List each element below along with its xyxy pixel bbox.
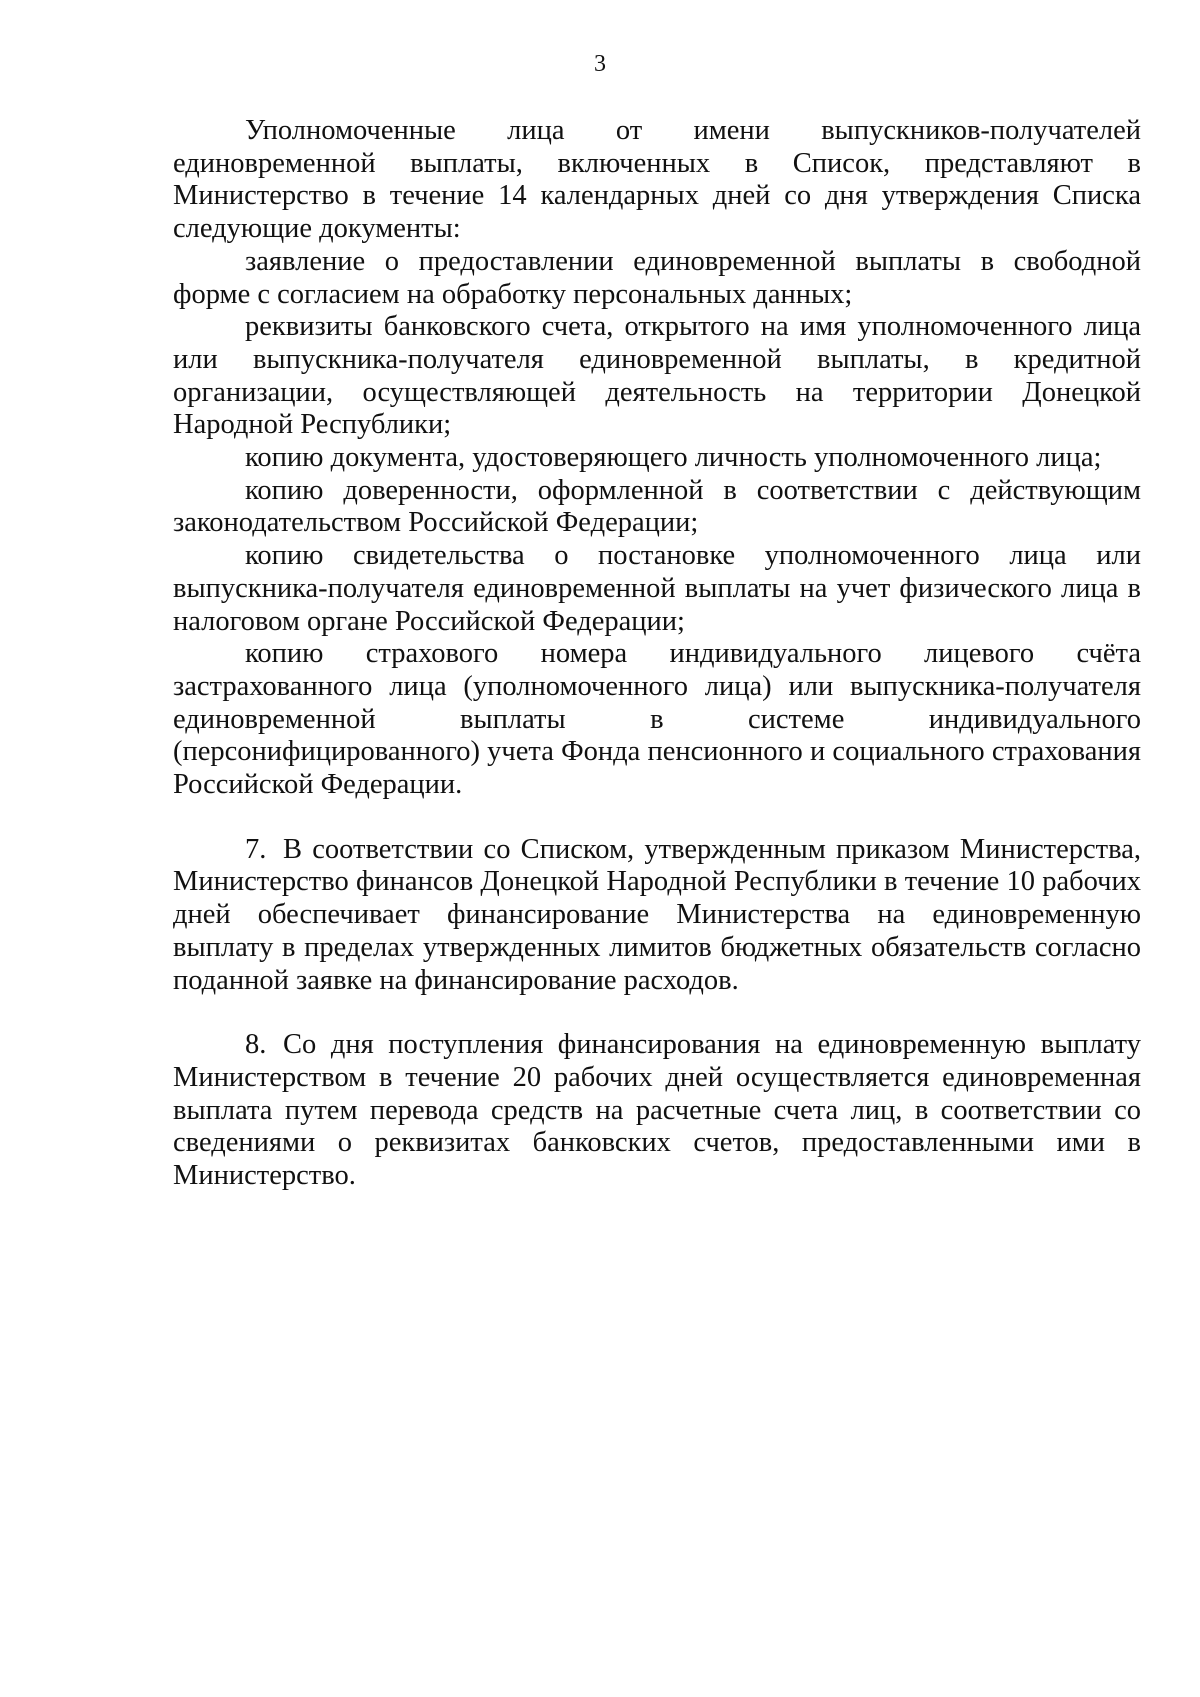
- paragraph-documents-intro: Уполномоченные лица от имени выпускников-получателей единовременной выплаты, включенных в Список, представляют в Министерство в течение 14 календарных дней со дня утверждения Списка следующие документы:: [173, 115, 1141, 245]
- section-8-number: 8.: [245, 1029, 267, 1061]
- page-number: 3: [594, 51, 606, 77]
- paragraph-tax-certificate: копию свидетельства о постановке уполномоченного лица или выпускника-получателя единовременной выплаты на учет физического лица в налоговом органе Российской Федерации;: [173, 540, 1141, 637]
- paragraph-power-of-attorney: копию доверенности, оформленной в соответствии с действующим законодательством Российской Федерации;: [173, 474, 1141, 539]
- paragraph-identity-document: копию документа, удостоверяющего личность уполномоченного лица;: [245, 442, 1102, 474]
- section-8-text: Со дня поступления финансирования на единовременную выплату Министерством в течение 20 рабочих дней осуществляется единовременная выплата путем перевода средств на расчетные счета лиц, в соответствии со сведениями о реквизитах банковских счетов, предоставленными ими в Министерство.: [173, 1029, 1141, 1192]
- paragraph-bank-details: реквизиты банковского счета, открытого на имя уполномоченного лица или выпускника-получателя единовременной выплаты, в кредитной организации, осуществляющей деятельность на территории Донецкой Народной Республики;: [173, 311, 1141, 441]
- paragraph-application: заявление о предоставлении единовременной выплаты в свободной форме с согласием на обработку персональных данных;: [173, 245, 1141, 310]
- document-body: [173, 115, 1141, 1193]
- section-8: [173, 1029, 1141, 1193]
- section-7-text: В соответствии со Списком, утвержденным приказом Министерства, Министерство финансов Донецкой Народной Республики в течение 10 рабочих дней обеспечивает финансирование Министерства на единовременную выплату в пределах утвержденных лимитов бюджетных обязательств согласно поданной заявке на финансирование расходов.: [173, 833, 1141, 996]
- section-7-number: 7.: [245, 833, 267, 865]
- section-7: [173, 834, 1141, 998]
- paragraph-insurance-number: копию страхового номера индивидуального лицевого счёта застрахованного лица (уполномоченного лица) или выпускника-получателя единовременной выплаты в системе индивидуального (персонифицированного) учета Фонда пенсионного и социального страхования Российской Федерации.: [173, 638, 1141, 801]
